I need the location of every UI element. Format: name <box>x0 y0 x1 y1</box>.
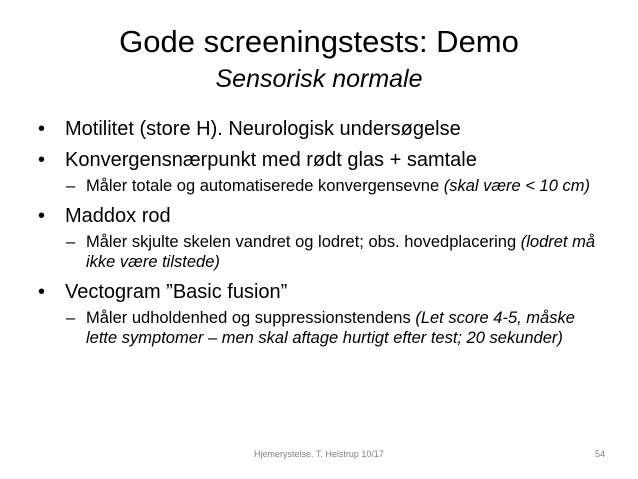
bullet-item <box>38 203 598 229</box>
sub-bullet-text: Måler udholdenhed og suppressionstendens <box>86 309 416 327</box>
sub-bullet-item <box>66 176 598 196</box>
bullet-list <box>38 116 598 348</box>
page-number: 54 <box>594 449 605 459</box>
slide-title: Gode screeningstests: Demo <box>119 24 519 59</box>
bullet-text: Vectogram ”Basic fusion” <box>65 281 288 303</box>
sub-bullet-item <box>66 232 598 272</box>
slide-footer: Hjemerystelse. T. Helstrup 10/17 <box>254 449 384 459</box>
bullet-marker: • <box>38 149 46 171</box>
sub-bullet-marker: – <box>66 177 76 195</box>
bullet-item <box>38 147 598 173</box>
sub-bullet-marker: – <box>66 309 76 327</box>
sub-bullet-italic-text: (Let score 4-5, måske lette symptomer – men skal aftage hurtigt efter test; 20 sekunder) <box>86 309 575 347</box>
sub-bullet-italic-text: (skal være < 10 cm) <box>443 177 590 195</box>
slide-subtitle: Sensorisk normale <box>215 65 423 93</box>
bullet-text: Konvergensnærpunkt med rødt glas + samtale <box>65 149 477 171</box>
sub-bullet-text: Måler totale og automatiserede konvergensevne <box>86 177 444 195</box>
bullet-marker: • <box>38 281 46 303</box>
sub-bullet-marker: – <box>66 233 76 251</box>
sub-bullet-item <box>66 308 598 348</box>
bullet-text: Motilitet (store H). Neurologisk undersøgelse <box>65 118 461 140</box>
bullet-text: Maddox rod <box>65 205 171 227</box>
bullet-marker: • <box>38 118 46 140</box>
bullet-item <box>38 279 598 305</box>
sub-bullet-text: Måler skjulte skelen vandret og lodret; obs. hovedplacering <box>86 233 521 251</box>
bullet-marker: • <box>38 205 46 227</box>
bullet-item <box>38 116 598 142</box>
sub-bullet-italic-text: (lodret må ikke være tilstede) <box>86 233 596 271</box>
